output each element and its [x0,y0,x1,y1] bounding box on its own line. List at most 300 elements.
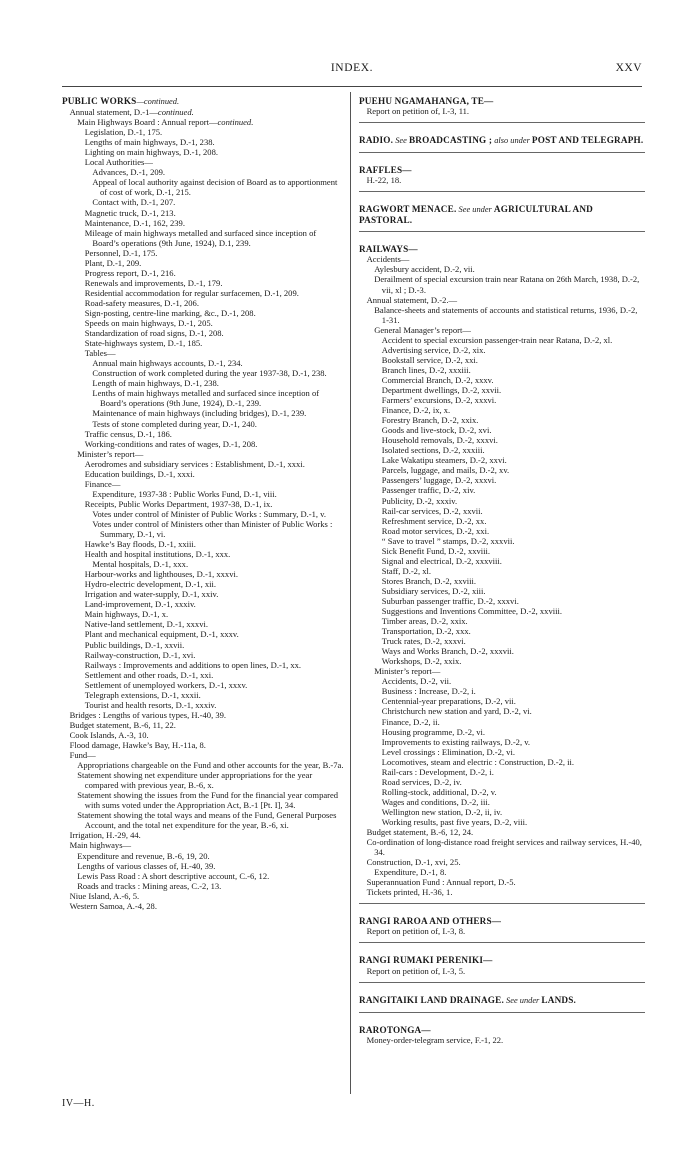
index-entry [359,556,645,566]
entry-text: Tests of stone completed during year, D.-1, 240. [92,418,257,429]
entry-text: Lewis Pass Road : A short descriptive account, C.-6, 12. [77,870,270,881]
entry-text: Housing programme, D.-2, vi. [381,726,486,737]
index-entry [359,717,645,727]
entry-text: Legislation, D.-1, 175. [84,127,163,138]
index-entry [359,867,645,877]
entry-text: Settlement and other roads, D.-1, xxi. [84,669,214,680]
index-entry [62,871,344,881]
entry-text: Advances, D.-1, 209. [92,167,166,178]
index-entry [62,378,344,388]
heading-text: RANGI RAROA AND OTHERS— [359,916,502,927]
entry-text: Construction, D.-1, xvi, 25. [366,857,461,868]
page-header [62,62,642,82]
entry-text: Co-ordination of long-distance road freight services and railway services, H.-40, 34. [366,837,642,858]
index-entry [62,167,344,177]
index-entry [359,496,645,506]
index-entry [359,596,645,606]
entry-text: Bridges : Lengths of various types, H.-40, 39. [69,709,227,720]
entry-text: Mental hospitals, D.-1, xxx. [92,559,189,570]
index-entry [359,646,645,656]
index-entry [359,425,645,435]
index-entry [359,696,645,706]
index-entry [359,106,645,116]
entry-text: Education buildings, D.-1, xxxi. [84,468,195,479]
entry-text: Votes under control of Minister of Public Works : Summary, D.-1, v. [92,508,327,519]
entry-text: Plant, D.-1, 209. [84,257,142,268]
index-entry [359,757,645,767]
entry-text: Road services, D.-2, iv. [381,776,462,787]
index-entry [359,817,645,827]
entry-text: Isolated sections, D.-2, xxxiii. [381,445,485,456]
entry-text: Minister’s report— [374,666,441,677]
entry-text: Balance-sheets and statements of accounts and statistical returns, 1936, D.-2, 1-31. [374,304,638,325]
index-heading [62,96,344,107]
entry-text: Stores Branch, D.-2, xxviii. [381,575,477,586]
index-entry [359,415,645,425]
index-entry [62,629,344,639]
index-entry [62,459,344,469]
entry-text: Rolling-stock, additional, D.-2, v. [381,786,497,797]
entry-text: Mileage of main highways metalled and surfaced since inception of Board’s operations (9th June, 1924), D.1, 239. [84,227,317,248]
index-entry [359,345,645,355]
index-entry [62,760,344,770]
entry-text: Working-conditions and rates of wages, D.-1, 208. [84,438,258,449]
entry-text: “ Save to travel ” stamps, D.-2, xxxvii. [381,535,515,546]
entry-text: Tables— [84,348,116,359]
index-entry [62,258,344,268]
index-entry [62,499,344,509]
entry-text: Plant and mechanical equipment, D.-1, xxxv. [84,629,239,640]
index-entry [62,208,344,218]
entry-text: Contact with, D.-1, 207. [92,197,176,208]
entry-text: Annual statement, D.-2.— [366,294,458,305]
page-footer: IV—H. [62,1098,95,1109]
index-entry [62,549,344,559]
index-entry [359,636,645,646]
index-entry [62,268,344,278]
index-heading [359,1025,645,1035]
index-entry [359,566,645,576]
index-entry [62,519,344,539]
index-heading [359,135,645,146]
index-entry [359,676,645,686]
index-entry [62,670,344,680]
index-entry [62,881,344,891]
heading-text: RAROTONGA— [359,1024,431,1035]
index-entry [62,891,344,901]
entry-text: Main highways, D.-1, x. [84,609,169,620]
index-entry [62,479,344,489]
cross-reference-note: See [393,136,409,146]
entry-text: Accidents, D.-2, vii. [381,676,452,687]
entry-text: Hawke’s Bay floods, D.-1, xxiii. [84,539,196,550]
entry-text: Irrigation and water-supply, D.-1, xxiv. [84,589,219,600]
entry-text: H.-22, 18. [366,175,402,186]
entry-text: Ways and Works Branch, D.-2, xxxvii. [381,646,514,657]
index-entry [62,720,344,730]
entry-text: Harbour-works and lighthouses, D.-1, xxxvi. [84,569,238,580]
entry-text: Suggestions and Inventions Committee, D.-2, xxviii. [381,606,562,617]
index-entry [359,405,645,415]
index-entry [62,248,344,258]
entry-text: Annual statement, D.-1— [69,107,158,118]
heading-text: RAILWAYS— [359,244,418,255]
entry-text: Statement showing net expenditure under appropriations for the year compared with previous year, B.-6, x. [77,770,313,791]
index-entry [62,127,344,137]
entry-text: State-highways system, D.-1, 185. [84,338,203,349]
index-entry [359,506,645,516]
entry-text: Hydro-electric development, D.-1, xii. [84,579,217,590]
entry-text: Local Authorities— [84,157,153,168]
entry-text: Publicity, D.-2, xxxiv. [381,495,458,506]
entry-text: Irrigation, H.-29, 44. [69,830,141,841]
heading-text: POST AND TELEGRAPH. [531,135,644,146]
cross-reference-note: also under [492,136,532,146]
index-entry [62,429,344,439]
entry-text: Length of main highways, D.-1, 238. [92,378,219,389]
index-entry [62,901,344,911]
entry-text: Finance— [84,478,121,489]
index-entry [359,465,645,475]
index-entry [62,790,344,810]
entry-text: Accidents— [366,254,410,265]
entry-text: Aylesbury accident, D.-2, vii. [374,264,475,275]
entry-text: Lighting on main highways, D.-1, 208. [84,147,218,158]
entry-text: Maintenance, D.-1, 162, 239. [84,217,185,228]
index-entry [62,318,344,328]
entry-text: Advertising service, D.-2, xix. [381,344,486,355]
index-entry [62,489,344,499]
index-entry [62,861,344,871]
heading-text: LANDS. [541,994,577,1005]
index-entry [359,385,645,395]
entry-text: Expenditure, 1937-38 : Public Works Fund, D.-1, viii. [92,488,277,499]
entry-text: Tourist and health resorts, D.-1, xxxiv. [84,699,217,710]
entry-text: Report on petition of, I.-3, 11. [366,106,470,117]
entry-text: Expenditure and revenue, B.-6, 19, 20. [77,850,210,861]
entry-text: Votes under control of Ministers other than Minister of Public Works : Summary, D.-1, vi. [92,518,333,540]
index-entry [62,228,344,248]
entry-text: Receipts, Public Works Department, 1937-38, D.-1, ix. [84,498,273,509]
index-heading [359,916,645,926]
entry-separator [359,982,645,983]
heading-text: RANGITAIKI LAND DRAINAGE. [359,994,504,1005]
entry-text: Lengths of main highways, D.-1, 238. [84,137,215,148]
entry-text: Branch lines, D.-2, xxxiii. [381,364,471,375]
index-entry [359,1035,645,1045]
entry-separator [359,152,645,153]
index-entry [62,589,344,599]
cross-reference-note: —continued. [136,97,180,106]
entry-text: Report on petition of, I.-3, 8. [366,926,466,937]
entry-text: Sign-posting, centre-line marking, &c., D.-1, 208. [84,307,256,318]
index-entry [62,177,344,197]
index-entry [62,680,344,690]
entry-text: Finance, D.-2, ix, x. [381,405,451,416]
index-entry [359,485,645,495]
entry-text: Roads and tracks : Mining areas, C.-2, 13. [77,880,222,891]
entry-text: Railway-construction, D.-1, xvi. [84,649,196,660]
index-entry [359,586,645,596]
index-entry [359,355,645,365]
entry-text: Residential accommodation for regular surfacemen, D.-1, 209. [84,287,299,298]
index-entry [62,328,344,338]
index-entry [359,887,645,897]
entry-text: Main highways— [69,840,132,851]
index-entry [359,305,645,325]
index-entry [359,175,645,185]
entry-text: Workshops, D.-2, xxix. [381,656,462,667]
index-entry [62,288,344,298]
index-entry [62,388,344,408]
entry-text: Appropriations chargeable on the Fund and other accounts for the year, B.-7a. [77,760,344,771]
continued-note: continued. [157,107,194,118]
entry-text: Finance, D.-2, ii. [381,716,440,727]
entry-text: Annual main highways accounts, D.-1, 234. [92,358,243,369]
entry-text: Fund— [69,750,96,761]
index-entry [62,660,344,670]
index-entry [62,559,344,569]
entry-text: Working results, past five years, D.-2, viii. [381,817,528,827]
index-entry [359,475,645,485]
index-entry [62,609,344,619]
entry-text: Aerodromes and subsidiary services : Establishment, D.-1, xxxi. [84,458,305,469]
entry-text: Niue Island, A.-6, 5. [69,890,140,901]
index-entry [62,750,344,760]
entry-text: Christchurch new station and yard, D.-2, vi. [381,706,532,717]
entry-text: Lengths of various classes of, H.-40, 39. [77,860,216,871]
entry-text: Suburban passenger traffic, D.-2, xxxvi. [381,595,519,606]
entry-text: Sick Benefit Fund, D.-2, xxviii. [381,545,491,556]
entry-text: Land-improvement, D.-1, xxxiv. [84,599,196,610]
index-entry [359,727,645,737]
entry-text: Rail-cars : Development, D.-2, i. [381,766,494,777]
index-entry [62,851,344,861]
entry-text: Household removals, D.-2, xxxvi. [381,435,498,446]
entry-text: Wages and conditions, D.-2, iii. [381,796,490,807]
index-entry [359,365,645,375]
index-entry [359,536,645,546]
index-entry [359,837,645,857]
entry-text: Statement showing the total ways and means of the Fund, General Purposes Account, and the total net expenditure for the year, B.-6, xi. [77,810,337,831]
index-entry [62,810,344,830]
index-entry [62,599,344,609]
entry-text: Construction of work completed during the year 1937-38, D.-1, 238. [92,368,327,379]
index-entry [62,137,344,147]
entry-separator [359,122,645,123]
entry-text: Lake Wakatipu steamers, D.-2, xxvi. [381,455,507,466]
entry-text: Maintenance of main highways (including bridges), D.-1, 239. [92,408,307,419]
entry-text: Signal and electrical, D.-2, xxxviii. [381,555,502,566]
index-entry [62,509,344,519]
index-entry [62,197,344,207]
entry-text: Budget statement, B.-6, 11, 22. [69,719,176,730]
entry-text: Railways : Improvements and additions to open lines, D.-1, xx. [84,659,302,670]
entry-text: Passenger traffic, D.-2, xiv. [381,485,476,496]
entry-text: Flood damage, Hawke’s Bay, H.-11a, 8. [69,740,206,750]
index-entry [62,840,344,850]
entry-text: Bookstall service, D.-2, xxi. [381,354,478,365]
entry-text: Road motor services, D.-2, xxi. [381,525,490,536]
entry-text: Centennial-year preparations, D.-2, vii. [381,696,516,707]
index-column-right [359,96,645,1045]
index-entry [62,830,344,840]
index-entry [359,375,645,385]
index-entry [359,926,645,936]
index-entry [62,358,344,368]
index-entry [62,348,344,358]
entry-text: Forestry Branch, D.-2, xxix. [381,415,479,426]
entry-text: Business : Increase, D.-2, i. [381,686,476,697]
index-entry [359,787,645,797]
entry-text: Lenths of main highways metalled and surfaced since inception of Board’s operations (9th June, 1924), D.-1, 239. [92,388,320,409]
index-heading [359,204,645,225]
entry-text: Tickets printed, H.-36, 1. [366,887,453,898]
index-entry [359,966,645,976]
entry-text: Subsidiary services, D.-2, xiii. [381,585,486,596]
index-entry [62,117,344,127]
index-entry [62,218,344,228]
index-column-left [62,96,344,911]
entry-text: Truck rates, D.-2, xxxvi. [381,636,466,647]
entry-text: Report on petition of, I.-3, 5. [366,965,466,976]
entry-text: Public buildings, D.-1, xxvii. [84,639,185,650]
index-entry [62,278,344,288]
index-entry [62,157,344,167]
entry-text: Progress report, D.-1, 216. [84,267,176,278]
entry-text: Traffic census, D.-1, 186. [84,428,172,439]
entry-text: Level crossings : Elimination, D.-2, vi. [381,746,515,757]
entry-text: Goods and live-stock, D.-2, xvi. [381,425,492,436]
index-entry [359,546,645,556]
index-entry [359,807,645,817]
index-entry [62,338,344,348]
entry-text: Personnel, D.-1, 175. [84,247,158,258]
index-entry [62,770,344,790]
entry-text: Magnetic truck, D.-1, 213. [84,207,176,218]
entry-text: Budget statement, B.-6, 12, 24. [366,827,474,838]
index-entry [359,797,645,807]
entry-text: Commercial Branch, D.-2, xxxv. [381,374,494,385]
index-entry [62,449,344,459]
entry-text: Speeds on main highways, D.-1, 205. [84,318,213,329]
index-entry [359,686,645,696]
page-title: INDEX. [330,62,374,74]
column-divider [350,92,351,1094]
index-entry [62,690,344,700]
index-entry [62,710,344,720]
index-entry [359,737,645,747]
cross-reference-note: See under [456,205,494,215]
index-entry [359,254,645,264]
index-entry [359,767,645,777]
index-entry [359,274,645,294]
index-entry [62,640,344,650]
index-entry [62,298,344,308]
entry-text: Transportation, D.-2, xxx. [381,626,471,637]
page-number: XXV [615,62,642,74]
index-heading [359,165,645,175]
entry-text: Expenditure, D.-1, 8. [374,867,447,878]
index-entry [359,616,645,626]
index-heading [359,995,645,1006]
entry-text: Wellington new station, D.-2, ii, iv. [381,806,503,817]
entry-text: Health and hospital institutions, D.-1, xxx. [84,549,231,560]
entry-text: Department dwellings, D.-2, xxvii. [381,384,502,395]
entry-text: Cook Islands, A.-3, 10. [69,729,149,740]
entry-separator [359,942,645,943]
entry-text: Standardization of road signs, D.-1, 208. [84,328,224,339]
index-entry [359,395,645,405]
entry-separator [359,191,645,192]
entry-text: Main Highways Board : Annual report— [77,117,218,128]
entry-text: Native-land settlement, D.-1, xxxvi. [84,619,208,630]
heading-text: RANGI RUMAKI PERENIKI— [359,955,493,966]
entry-text: Telegraph extensions, D.-1, xxxii. [84,689,201,700]
heading-text: BROADCASTING ; [408,135,493,146]
heading-text: RADIO. [359,135,394,146]
index-entry [359,435,645,445]
index-heading [359,955,645,965]
entry-text: General Manager’s report— [374,324,471,335]
index-heading [359,244,645,254]
index-entry [62,368,344,378]
heading-text: RAFFLES— [359,165,412,176]
index-entry [359,656,645,666]
index-entry [359,706,645,716]
index-entry [359,516,645,526]
entry-text: Timber areas, D.-2, xxix. [381,616,468,627]
entry-text: Improvements to existing railways, D.-2, v. [381,736,531,747]
index-heading [359,96,645,106]
index-entry [359,606,645,616]
index-entry [359,747,645,757]
cross-reference-note: See under [503,995,542,1005]
entry-text: Western Samoa, A.-4, 28. [69,900,157,911]
index-entry [62,569,344,579]
index-entry [359,877,645,887]
entry-text: Rail-car services, D.-2, xxvii. [381,505,483,516]
index-entry [62,650,344,660]
index-entry [359,827,645,837]
entry-text: Refreshment service, D.-2, xx. [381,515,487,526]
index-entry [359,445,645,455]
entry-text: Money-order-telegram service, F.-1, 22. [366,1034,504,1045]
index-entry [62,419,344,429]
entry-text: Accident to special excursion passenger-train near Ratana, D.-2, xl. [381,334,613,345]
entry-text: Road-safety measures, D.-1, 206. [84,297,199,308]
heading-text: PUEHU NGAMAHANGA, TE— [359,96,494,106]
index-entry [359,526,645,536]
entry-text: Passengers’ luggage, D.-2, xxxvi. [381,475,497,486]
index-entry [62,700,344,710]
index-entry [359,857,645,867]
index-entry [62,308,344,318]
index-entry [359,455,645,465]
index-entry [62,539,344,549]
entry-text: Superannuation Fund : Annual report, D.-5. [366,877,516,888]
continued-note: continued. [217,117,254,128]
index-entry [359,576,645,586]
index-entry [62,619,344,629]
entry-text: Derailment of special excursion train near Ratana on 26th March, 1938, D.-2, vii, xl ; D.-3. [374,274,640,295]
index-entry [359,295,645,305]
heading-text: AGRICULTURAL AND PASTORAL. [359,204,593,226]
entry-text: Locomotives, steam and electric : Construction, D.-2, ii. [381,756,575,767]
entry-text: Statement showing the issues from the Fund for the financial year compared with sums voted under the Appropriation Act, B.-1 [Pt. I], 34. [77,790,339,811]
entry-separator [359,231,645,232]
entry-text: Renewals and improvements, D.-1, 179. [84,277,223,288]
